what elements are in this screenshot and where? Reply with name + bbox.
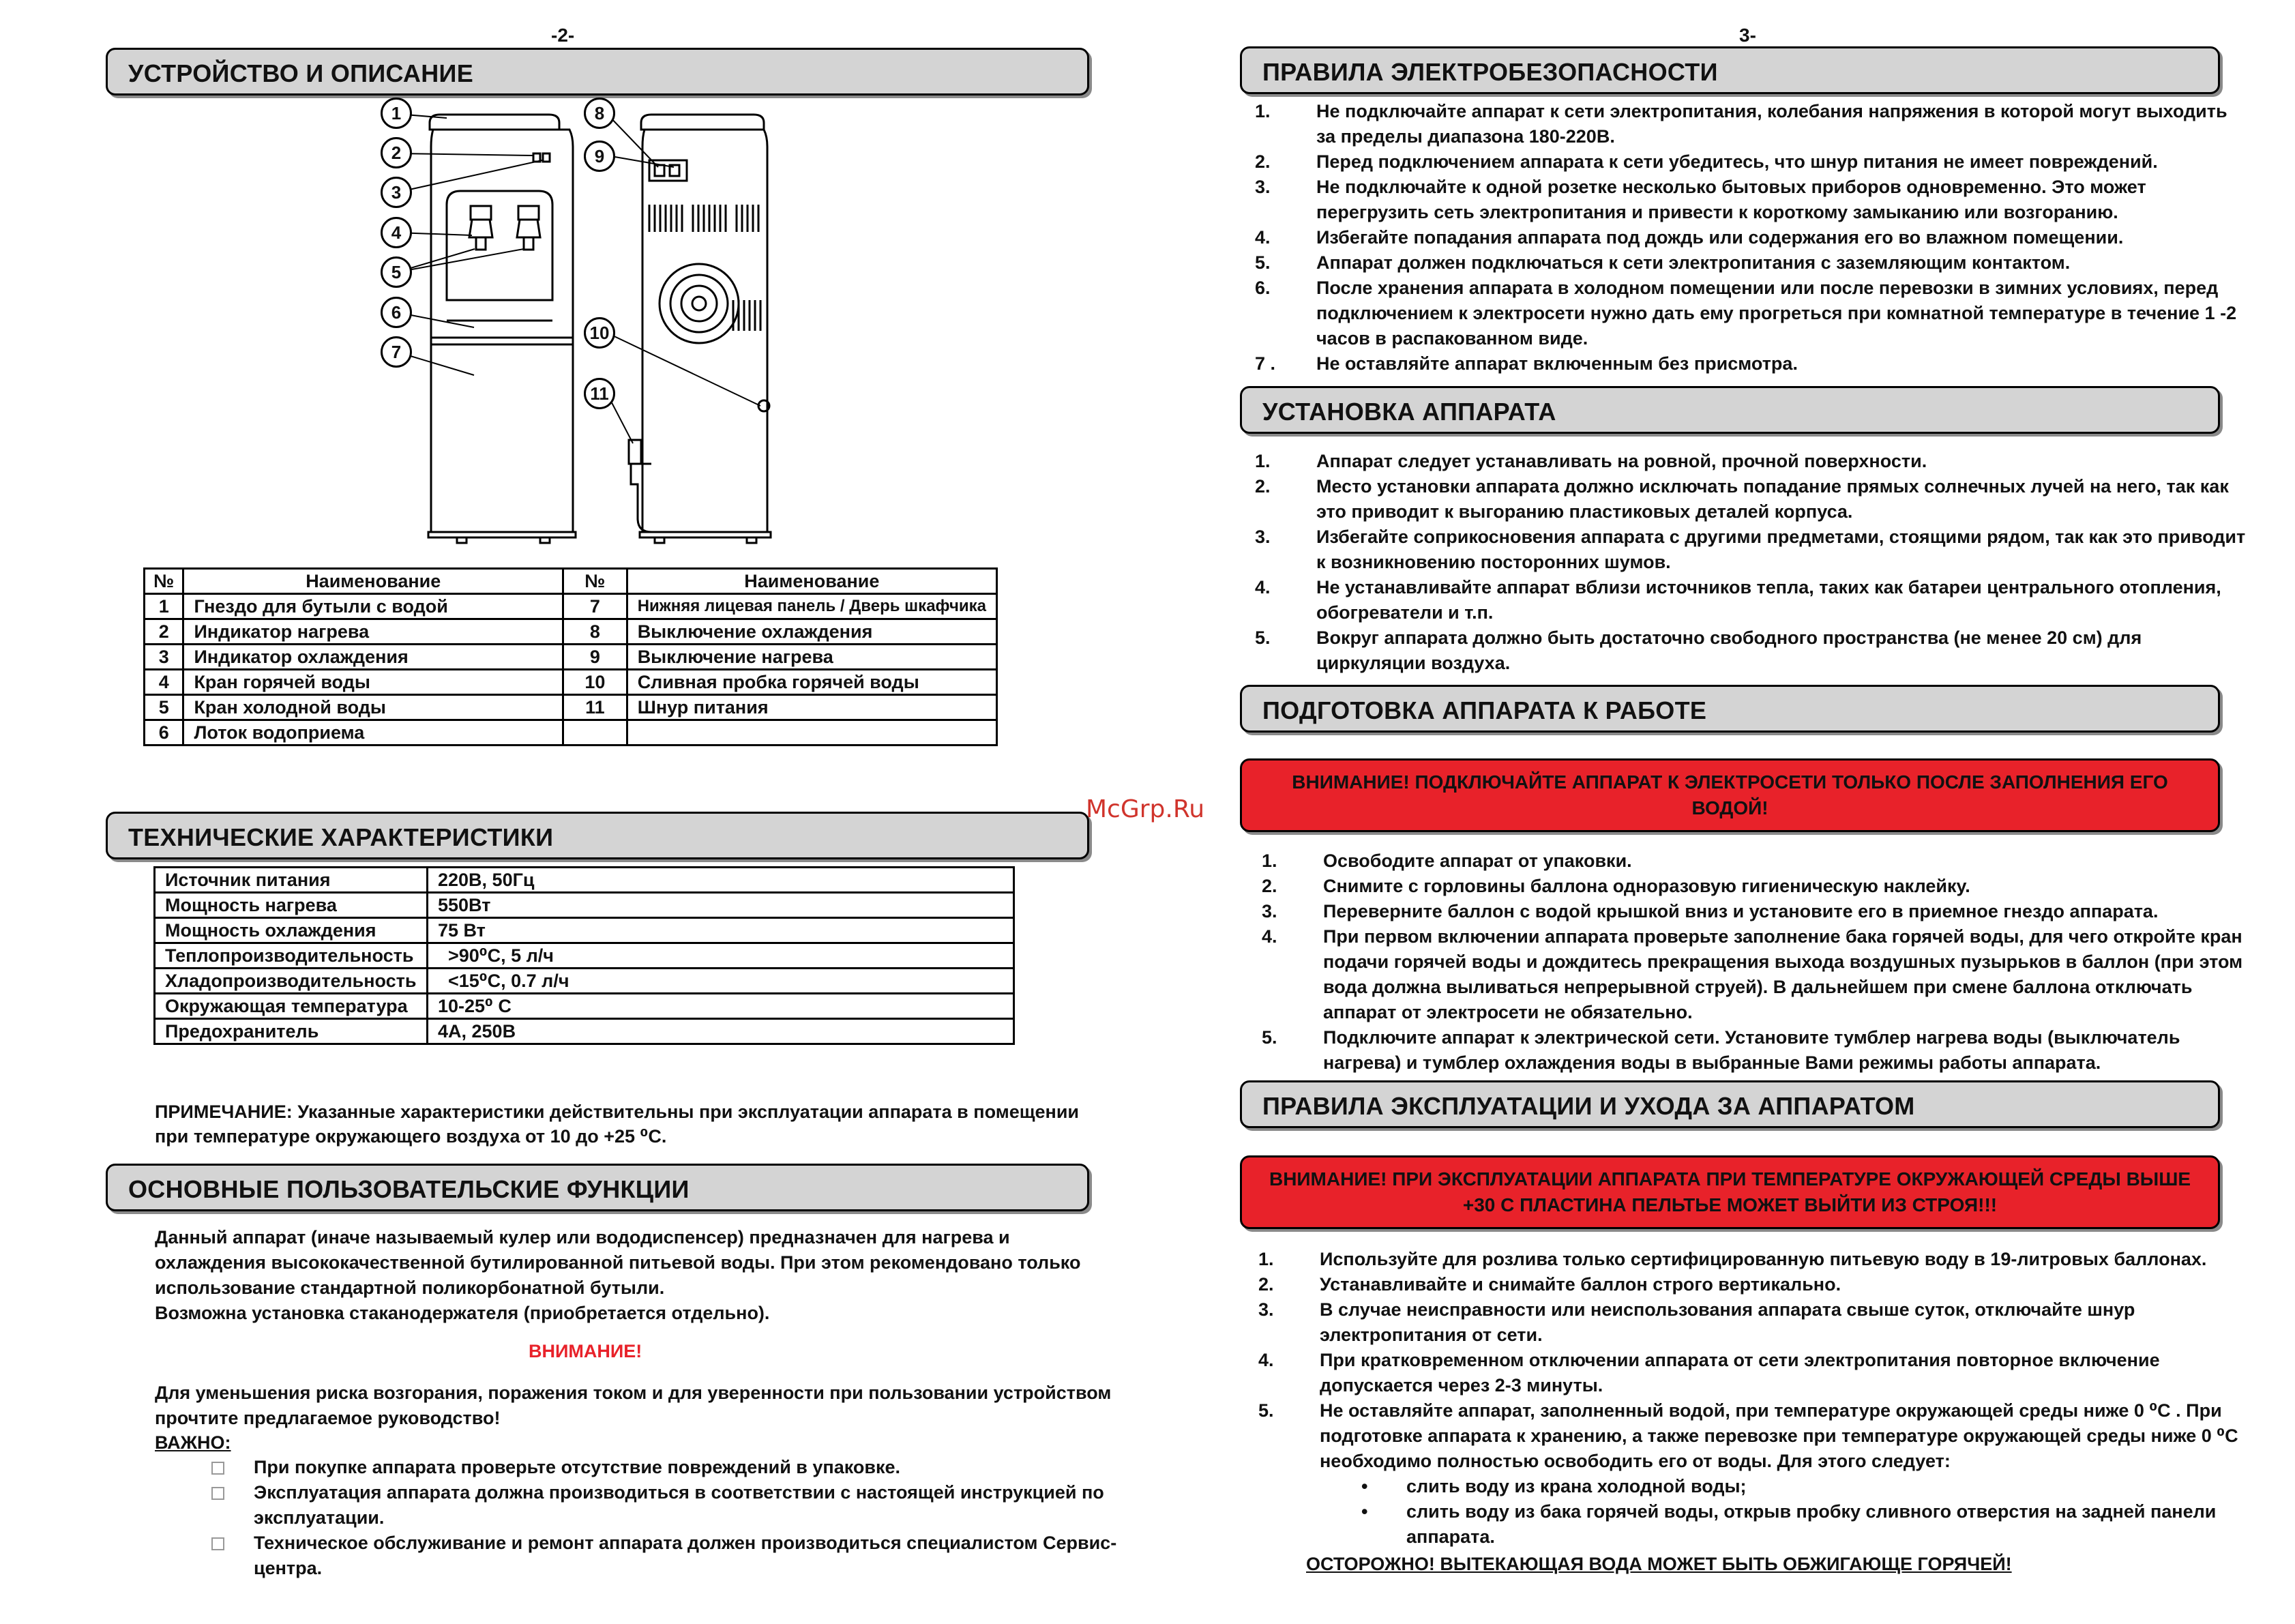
table-row [145,594,997,619]
functions-line-2: охлаждения высококачественной бутилированной питьевой воды. При этом рекомендовано только [155,1252,1081,1273]
col-header: Наименование [183,569,563,594]
item-text: допускается через 2-3 минуты. [1320,1375,1603,1396]
item-number: 4. [1255,577,1271,597]
list-item [1258,1398,2238,1474]
table-cell: 5 [145,695,183,720]
table-cell: 9 [563,645,627,670]
list-item [1255,276,2236,351]
important-label: ВАЖНО: [155,1432,231,1453]
table-cell: Кран холодной воды [183,695,563,720]
table-row [155,868,1014,893]
item-text: Не подключайте аппарат к сети электропитания, колебания напряжения в которой могут выходить [1316,101,2227,121]
item-number: 3. [1262,901,1277,921]
item-text: аппарат от электросети не обязательно. [1323,1002,1693,1022]
table-cell: Сливная пробка горячей воды [627,670,996,695]
warning-text: +30 С ПЛАСТИНА ПЕЛЬТЬЕ МОЖЕТ ВЫЙТИ ИЗ СТРОЯ!!! [1462,1194,1998,1215]
care-list [1258,1247,2238,1474]
spec-label: Окружающая температура [155,994,428,1019]
table-cell: Лоток водоприема [183,720,563,745]
safety-list [1255,99,2236,377]
item-number: 3. [1255,527,1271,547]
spec-value: 75 Вт [428,918,1014,943]
callout-1: 1 [381,98,412,129]
table-cell: Нижняя лицевая панель / Дверь шкафчика [627,594,996,619]
item-text: обогреватели и т.п. [1316,602,1494,623]
section-title: ПОДГОТОВКА АППАРАТА К РАБОТЕ [1262,696,1707,724]
table-cell: Индикатор охлаждения [183,645,563,670]
callout-2: 2 [381,137,412,168]
spec-value: 550Вт [428,893,1014,918]
list-item [1258,1272,2238,1297]
item-number: 3. [1258,1299,1274,1320]
section-functions-header [106,1164,1089,1211]
spec-value: 220В, 50Гц [428,868,1014,893]
item-text: это приводит к выгоранию пластиковых деталей корпуса. [1316,501,1853,522]
table-row [145,619,997,645]
bullet-text: При покупке аппарата проверьте отсутствие повреждений в упаковке. [254,1457,901,1477]
item-number: 4. [1262,926,1277,947]
item-text: подключением к электросети нужно дать ему прогреться при комнатной температуре в течение 1 -2 [1316,303,2237,323]
table-cell: 2 [145,619,183,645]
list-item [1255,625,2245,676]
spec-label: Предохранитель [155,1019,428,1044]
callout-6: 6 [381,297,412,328]
item-text: за пределы диапазона 180-220В. [1316,126,1615,147]
item-text: Перед подключением аппарата к сети убедитесь, что шнур питания не имеет повреждений. [1316,151,2158,172]
table-cell: Выключение охлаждения [627,619,996,645]
list-item [1255,449,2245,474]
item-text: Вокруг аппарата должно быть достаточно свободного пространства (не менее 20 см) для [1316,628,2142,648]
item-text: Устанавливайте и снимайте баллон строго вертикально. [1320,1274,1841,1295]
item-text: необходимо полностью освободить его от воды. Для этого следует: [1320,1451,1951,1471]
spec-label: Источник питания [155,868,428,893]
col-header: № [145,569,183,594]
final-warning: ОСТОРОЖНО! ВЫТЕКАЮЩАЯ ВОДА МОЖЕТ БЫТЬ ОБЖИГАЮЩЕ ГОРЯЧЕЙ! [1306,1554,2012,1574]
item-text: электропитания от сети. [1320,1325,1543,1345]
section-prep-header [1240,685,2220,733]
list-item [1255,175,2236,225]
item-number: 1. [1255,451,1271,471]
table-cell: 7 [563,594,627,619]
item-number: 2. [1255,151,1271,172]
item-number: 1. [1255,101,1271,121]
list-item [1255,525,2245,575]
item-number: 2. [1262,876,1277,896]
table-row [155,994,1014,1019]
callout-9: 9 [584,141,615,172]
spec-label: Хладопроизводительность [155,969,428,994]
item-number: 4. [1255,227,1271,248]
section-device-header [106,48,1089,95]
item-text: Аппарат должен подключаться к сети электропитания с заземляющим контактом. [1316,252,2071,273]
table-row [145,670,997,695]
item-number: 3. [1255,177,1271,197]
item-number: 2. [1255,476,1271,497]
item-number: 4. [1258,1350,1274,1370]
checkbox-square-icon [211,1487,224,1500]
item-text: подготовке аппарата к хранению, а также перевозке при температуре окружающей среды ниже 0 ⁰С [1320,1426,2238,1446]
functions-line-4: Возможна установка стаканодержателя (приобретается отдельно). [155,1303,770,1323]
list-item [1255,351,2236,377]
list-item [1262,924,2242,1025]
item-text: Место установки аппарата должно исключать попадание прямых солнечных лучей на него, так как [1316,476,2229,497]
item-number: 1. [1258,1249,1274,1269]
item-text: Избегайте соприкосновения аппарата с другими предметами, стоящими рядом, так как это приводит [1316,527,2246,547]
callout-8: 8 [584,98,615,129]
prep-list [1262,848,2242,1076]
list-item [1255,225,2236,250]
parts-table [143,567,998,746]
bullet-dot-icon: • [1361,1476,1368,1496]
list-item [1361,1474,1747,1499]
table-row [155,943,1014,969]
list-item [254,1455,900,1480]
item-number: 5. [1258,1400,1274,1421]
page-number-left: -2- [551,25,575,46]
bullet-text: аппарата. [1406,1526,1495,1547]
table-cell: 1 [145,594,183,619]
section-title: ПРАВИЛА ЭЛЕКТРОБЕЗОПАСНОСТИ [1262,58,1718,86]
callout-11: 11 [584,378,615,409]
section-safety-header [1240,46,2220,94]
bullet-text: центра. [254,1558,323,1578]
attention-label: ВНИМАНИЕ! [529,1341,642,1361]
item-text: Освободите аппарат от упаковки. [1323,851,1632,871]
item-text: часов в распакованном виде. [1316,328,1588,349]
callout-7: 7 [381,336,412,368]
bullet-text: слить воду из крана холодной воды; [1406,1476,1747,1496]
item-number: 5. [1255,628,1271,648]
table-row [155,918,1014,943]
table-cell: 8 [563,619,627,645]
bullet-text: Техническое обслуживание и ремонт аппарата должен производиться специалистом Сервис- [254,1533,1117,1553]
item-number: 6. [1255,278,1271,298]
item-text: Переверните баллон с водой крышкой вниз и установите его в приемное гнездо аппарата. [1323,901,2159,921]
list-item [1262,1025,2242,1076]
warning-text: ВОДОЙ! [1691,797,1768,818]
risk-line-2: прочтите предлагаемое руководство! [155,1408,501,1428]
note-line-2: при температуре окружающего воздуха от 10 до +25 ⁰С. [155,1126,667,1147]
section-title: ТЕХНИЧЕСКИЕ ХАРАКТЕРИСТИКИ [128,823,554,851]
callout-3: 3 [381,177,412,208]
list-item [254,1480,1104,1531]
table-cell [563,720,627,745]
item-number: 5. [1255,252,1271,273]
table-cell: 4 [145,670,183,695]
table-row [155,1019,1014,1044]
warning-text: ВНИМАНИЕ! ПРИ ЭКСПЛУАТАЦИИ АППАРАТА ПРИ ТЕМПЕРАТУРЕ ОКРУЖАЮЩЕЙ СРЕДЫ ВЫШЕ [1269,1168,2191,1190]
table-row [155,969,1014,994]
item-number: 7 . [1255,353,1276,374]
table-cell [627,720,996,745]
item-text: При кратковременном отключении аппарата от сети электропитания повторное включение [1320,1350,2160,1370]
item-text: нагрева) и тумблер охлаждения воды в выбранные Вами режимы работы аппарата. [1323,1052,2101,1073]
warning-text: ВНИМАНИЕ! ПОДКЛЮЧАЙТЕ АППАРАТ К ЭЛЕКТРОСЕТИ ТОЛЬКО ПОСЛЕ ЗАПОЛНЕНИЯ ЕГО [1292,771,2168,793]
list-item [1255,99,2236,149]
table-cell: Шнур питания [627,695,996,720]
warning-box-power [1240,758,2220,832]
list-item [1361,1499,2217,1550]
col-header: Наименование [627,569,996,594]
section-specs-header [106,812,1089,859]
item-text: подачи горячей воды и дождитесь прекращения выхода воздушных пузырьков в баллон (при этом [1323,951,2243,972]
table-cell: Кран горячей воды [183,670,563,695]
table-cell: 11 [563,695,627,720]
checkbox-square-icon [211,1462,224,1475]
callout-10: 10 [584,317,615,349]
table-row [145,645,997,670]
item-text: Избегайте попадания аппарата под дождь или содержания его во влажном помещении. [1316,227,2124,248]
item-text: перегрузить сеть электропитания и привести к короткому замыканию или возгоранию. [1316,202,2118,222]
note-line-1: ПРИМЕЧАНИЕ: Указанные характеристики действительны при эксплуатации аппарата в помещении [155,1102,1080,1122]
item-text: вода должна выливаться непрерывной струей). В дальнейшем при смене баллона отключать [1323,977,2193,997]
table-row [155,893,1014,918]
item-text: Используйте для розлива только сертифицированную питьевую воду в 19-литровых баллонах. [1320,1249,2207,1269]
list-item [1262,899,2242,924]
item-text: циркуляции воздуха. [1316,653,1511,673]
item-number: 5. [1262,1027,1277,1048]
table-header-row [145,569,997,594]
list-item [1255,250,2236,276]
warning-box-temperature [1240,1155,2220,1229]
item-text: Снимите с горловины баллона одноразовую гигиеническую наклейку. [1323,876,1970,896]
table-row [145,720,997,745]
watermark: McGrp.Ru [1086,795,1205,823]
item-number: 1. [1262,851,1277,871]
section-install-header [1240,386,2220,434]
spec-label: Мощность охлаждения [155,918,428,943]
col-header: № [563,569,627,594]
section-title: УСТРОЙСТВО И ОПИСАНИЕ [128,59,474,87]
list-item [254,1531,1116,1581]
list-item [1255,149,2236,175]
list-item [1255,474,2245,525]
spec-value: 4А, 250В [428,1019,1014,1044]
risk-line-1: Для уменьшения риска возгорания, поражения током и для уверенности при пользовании устройством [155,1383,1112,1403]
bullet-text: слить воду из бака горячей воды, открыв пробку сливного отверстия на задней панели [1406,1501,2217,1522]
item-text: Подключите аппарат к электрической сети. Установите тумблер нагрева воды (выключатель [1323,1027,2180,1048]
spec-value: 10-25⁰ С [428,994,1014,1019]
spec-value: <15⁰С, 0.7 л/ч [428,969,1014,994]
page-number-right: 3- [1739,25,1756,46]
item-text: В случае неисправности или неиспользования аппарата свыше суток, отключайте шнур [1320,1299,2135,1320]
list-item [1258,1247,2238,1272]
table-cell: 3 [145,645,183,670]
list-item [1258,1348,2238,1398]
section-title: ПРАВИЛА ЭКСПЛУАТАЦИИ И УХОДА ЗА АППАРАТОМ [1262,1092,1915,1120]
item-text: При первом включении аппарата проверьте заполнение бака горячей воды, для чего откройте кран [1323,926,2242,947]
item-text: Аппарат следует устанавливать на ровной, прочной поверхности. [1316,451,1927,471]
item-number: 2. [1258,1274,1274,1295]
table-cell: Индикатор нагрева [183,619,563,645]
table-cell: 10 [563,670,627,695]
list-item [1262,874,2242,899]
list-item [1255,575,2245,625]
callout-5: 5 [381,256,412,288]
spec-value: >90⁰С, 5 л/ч [428,943,1014,969]
bullet-text: эксплуатации. [254,1507,385,1528]
spec-label: Мощность нагрева [155,893,428,918]
table-cell: 6 [145,720,183,745]
install-list [1255,449,2245,676]
item-text: Не устанавливайте аппарат вблизи источников тепла, таких как батареи центрального отопления, [1316,577,2221,597]
table-cell: Гнездо для бутыли с водой [183,594,563,619]
checkbox-square-icon [211,1537,224,1550]
section-title: УСТАНОВКА АППАРАТА [1262,398,1556,426]
functions-line-1: Данный аппарат (иначе называемый кулер или вододиспенсер) предназначен для нагрева и [155,1227,1010,1247]
list-item [1262,848,2242,874]
spec-label: Теплопроизводительность [155,943,428,969]
specs-table [153,866,1015,1045]
item-text: к возникновению посторонних шумов. [1316,552,1671,572]
bullet-dot-icon: • [1361,1501,1368,1522]
section-care-header [1240,1080,2220,1128]
functions-line-3: использование стандартной поликорбонатной бутыли. [155,1278,665,1298]
table-cell: Выключение нагрева [627,645,996,670]
item-text: Не подключайте к одной розетке несколько бытовых приборов одновременно. Это может [1316,177,2146,197]
bullet-text: Эксплуатация аппарата должна производиться в соответствии с настоящей инструкцией по [254,1482,1104,1503]
item-text: После хранения аппарата в холодном помещении или после перевозки в зимних условиях, перед [1316,278,2219,298]
item-text: Не оставляйте аппарат, заполненный водой, при температуре окружающей среды ниже 0 ⁰С . При [1320,1400,2222,1421]
callout-4: 4 [381,217,412,248]
table-row [145,695,997,720]
item-text: Не оставляйте аппарат включенным без присмотра. [1316,353,1798,374]
list-item [1258,1297,2238,1348]
section-title: ОСНОВНЫЕ ПОЛЬЗОВАТЕЛЬСКИЕ ФУНКЦИИ [128,1175,690,1203]
